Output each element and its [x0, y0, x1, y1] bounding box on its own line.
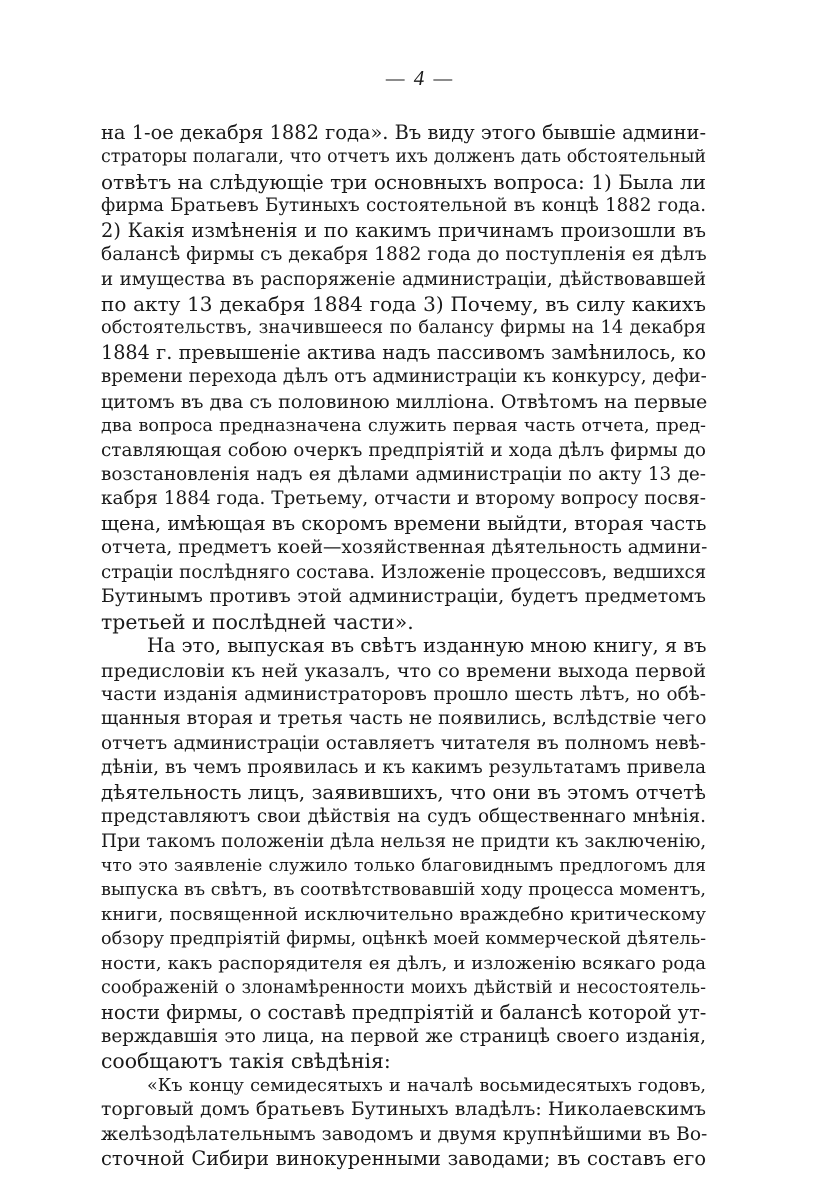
text-line: и имущества въ распоряженіе администраціи, дѣйствовавшей	[101, 268, 706, 290]
text-line: страторы полагали, что отчетъ ихъ долженъ дать обстоятельный	[101, 147, 706, 168]
text-line: щена, имѣющая въ скоромъ времени выйдти, вторая часть	[101, 511, 707, 535]
text-line: сообщаютъ такія свѣдѣнія:	[101, 1049, 391, 1074]
text-line: возстановленія надъ ея дѣлами администраціи по акту 13 де-	[101, 464, 706, 485]
text-line: отчета, предметъ коей—хозяйственная дѣятельность админи-	[101, 537, 708, 559]
text-line: времени перехода дѣлъ отъ администраціи къ конкурсу, дефи-	[101, 366, 707, 388]
text-line: части изданія администраторовъ прошло шесть лѣтъ, но обѣ-	[101, 683, 706, 705]
text-line: дѣятельность лицъ, заявившихъ, что они въ этомъ отчетѣ	[101, 780, 706, 804]
text-line: ности фирмы, о составѣ предпріятій и балансѣ которой ут-	[101, 1000, 707, 1024]
text-line: обстоятельствъ, значившееся по балансу фирмы на 14 декабря	[101, 317, 706, 339]
text-line: Бутинымъ противъ этой администраціи, будетъ предметомъ	[101, 586, 706, 608]
text-line: представляютъ свои дѣйствія на судъ общественнаго мнѣнія.	[101, 806, 706, 827]
text-line: желѣзодѣлательнымъ заводомъ и двумя крупнѣйшими въ Во-	[101, 1123, 708, 1145]
text-line: балансѣ фирмы съ декабря 1882 года до поступленія ея дѣлъ	[101, 244, 707, 266]
text-line: страціи послѣдняго состава. Изложеніе процессовъ, ведшихся	[101, 561, 707, 583]
text-line: кабря 1884 года. Третьему, отчасти и второму вопросу посвя-	[101, 488, 706, 510]
text-line: цитомъ въ два съ половиною милліона. Отвѣтомъ на первые	[101, 390, 708, 413]
text-line: выпуска въ свѣтъ, въ соотвѣтствовавшій ходу процесса моментъ,	[101, 880, 706, 901]
text-line: отвѣтъ на слѣдующіе три основныхъ вопроса: 1) Была ли	[101, 169, 706, 194]
text-line: щанныя вторая и третья часть не появились, вслѣдствіе чего	[101, 708, 707, 730]
text-line: верждавшія это лица, на первой же страницѣ своего изданія,	[101, 1025, 706, 1047]
text-line: отчетъ администраціи оставляетъ читателя въ полномъ невѣ-	[101, 732, 706, 754]
text-line: дѣніи, въ чемъ проявилась и къ какимъ результатамъ привела	[101, 757, 706, 779]
text-line: два вопроса предназначена служить первая часть отчета, пред-	[101, 416, 706, 437]
text-line: При такомъ положеніи дѣла нельзя не придти къ заключенію,	[101, 830, 707, 852]
text-line: соображеній о злонамѣренности моихъ дѣйствій и несостоятель-	[101, 978, 706, 998]
text-line: сточной Сибири винокуренными заводами; въ составъ его	[101, 1147, 706, 1171]
text-line: книги, посвященной исключительно враждебно критическому	[101, 903, 706, 925]
text-line: ставляющая собою очеркъ предпріятій и хода дѣлъ фирмы до	[101, 439, 706, 461]
text-line: по акту 13 декабря 1884 года 3) Почему, въ силу какихъ	[101, 292, 706, 316]
text-line: предисловіи къ ней указалъ, что со времени выхода первой	[101, 659, 706, 682]
page-number: — 4 —	[385, 66, 455, 90]
text-line: «Къ концу семидесятыхъ и началѣ восьмидесятыхъ годовъ,	[147, 1075, 706, 1096]
text-line: 2) Какія измѣненія и по какимъ причинамъ произошли въ	[101, 218, 706, 242]
text-line: ности, какъ распорядителя ея дѣлъ, и изложенію всякаго рода	[101, 952, 706, 974]
text-line: третьей и послѣдней части».	[101, 609, 414, 634]
text-line: на 1-ое декабря 1882 года». Въ виду этого бывшіе админи-	[101, 121, 706, 144]
text-line: что это заявленіе служило только благовиднымъ предлогомъ для	[101, 855, 706, 876]
text-line: обзору предпріятій фирмы, оцѣнкѣ моей коммерческой дѣятель-	[101, 929, 707, 950]
text-line: торговый домъ братьевъ Бутиныхъ владѣлъ: Николаевскимъ	[101, 1099, 706, 1121]
text-line: На это, выпуская въ свѣтъ изданную мною книгу, я въ	[147, 634, 707, 657]
text-line: 1884 г. превышеніе актива надъ пассивомъ замѣнилось, ко	[101, 340, 706, 364]
text-line: фирма Братьевъ Бутиныхъ состоятельной въ концѣ 1882 года.	[101, 195, 706, 217]
